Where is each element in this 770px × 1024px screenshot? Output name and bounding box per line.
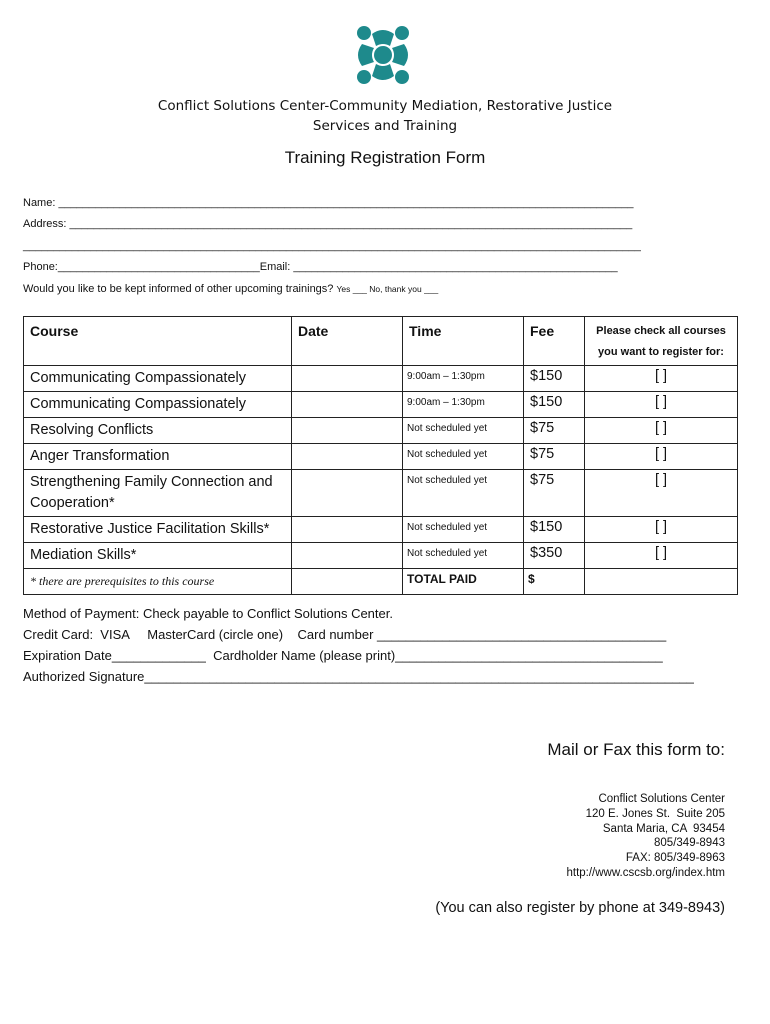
table-row <box>24 444 738 470</box>
organization-logo <box>350 22 416 88</box>
expiration-cardholder-field[interactable]: Expiration Date_____________ Cardholder Name (please print)_____________________________________ <box>23 648 663 663</box>
header-select-line1: Please check all courses <box>596 325 726 337</box>
course-name: Mediation Skills* <box>24 543 292 569</box>
address-line: 805/349-8943 <box>654 837 725 850</box>
total-paid-value[interactable]: $ <box>524 569 585 595</box>
course-fee: $350 <box>524 543 585 569</box>
total-paid-label: TOTAL PAID <box>403 569 524 595</box>
phone-registration-note: (You can also register by phone at 349-8943) <box>435 900 725 916</box>
course-fee: $150 <box>524 517 585 543</box>
course-checkbox[interactable]: [ ] <box>585 543 738 569</box>
course-checkbox[interactable]: [ ] <box>585 517 738 543</box>
signature-field[interactable]: Authorized Signature____________________________________________________________________________ <box>23 669 694 684</box>
course-date[interactable] <box>292 470 403 517</box>
organization-name-line1: Conflict Solutions Center-Community Mediation, Restorative Justice <box>157 98 613 114</box>
address-line: 120 E. Jones St. Suite 205 <box>585 807 725 820</box>
course-date[interactable] <box>292 418 403 444</box>
address-line: Conflict Solutions Center <box>598 793 725 805</box>
course-date[interactable] <box>292 444 403 470</box>
table-header-row <box>24 317 738 366</box>
course-time: Not scheduled yet <box>403 418 524 444</box>
course-table <box>23 316 738 595</box>
course-time: Not scheduled yet <box>403 444 524 470</box>
prerequisite-note <box>24 569 292 595</box>
course-date[interactable] <box>292 366 403 392</box>
header-select <box>585 317 738 366</box>
footer-select-blank <box>585 569 738 595</box>
header-select-line2: you want to register for: <box>598 346 724 358</box>
inform-options[interactable]: Yes ___ No, thank you ___ <box>336 284 439 294</box>
header-course: Course <box>24 317 292 366</box>
payment-method: Method of Payment: Check payable to Conflict Solutions Center. <box>23 606 393 621</box>
table-footer-row <box>24 569 738 595</box>
address-field[interactable]: Address: ____________________________________________________________________________________________ <box>23 218 633 230</box>
name-field[interactable]: Name: ______________________________________________________________________________________________ <box>23 197 634 209</box>
mail-heading: Mail or Fax this form to: <box>547 740 725 759</box>
course-time: Not scheduled yet <box>403 517 524 543</box>
course-name: Strengthening Family Connection and Cooperation* <box>24 470 292 517</box>
table-row <box>24 543 738 569</box>
course-time: Not scheduled yet <box>403 470 524 517</box>
course-name: Communicating Compassionately <box>24 366 292 392</box>
course-fee: $75 <box>524 418 585 444</box>
address-line2-field[interactable]: _____________________________________________________________________________________________________ <box>23 240 641 252</box>
course-checkbox[interactable]: [ ] <box>585 470 738 517</box>
course-name: Resolving Conflicts <box>24 418 292 444</box>
course-checkbox[interactable]: [ ] <box>585 418 738 444</box>
website-link[interactable]: http://www.cscsb.org/index.htm <box>566 866 725 879</box>
table-row <box>24 517 738 543</box>
address-line: FAX: 805/349-8963 <box>625 852 725 865</box>
course-name: Anger Transformation <box>24 444 292 470</box>
course-time: 9:00am – 1:30pm <box>403 366 524 392</box>
course-fee: $75 <box>524 444 585 470</box>
course-date[interactable] <box>292 543 403 569</box>
course-fee: $150 <box>524 366 585 392</box>
header-time: Time <box>403 317 524 366</box>
inform-question <box>23 283 438 295</box>
phone-email-field[interactable]: Phone:_________________________________Email: _____________________________________________________ <box>23 261 618 273</box>
organization-name-line2: Services and Training <box>312 118 458 134</box>
course-time: 9:00am – 1:30pm <box>403 392 524 418</box>
course-checkbox[interactable]: [ ] <box>585 444 738 470</box>
credit-card-field[interactable]: Credit Card: VISA MasterCard (circle one) Card number ________________________________________ <box>23 627 667 642</box>
table-row <box>24 470 738 517</box>
footer-date-blank <box>292 569 403 595</box>
course-time: Not scheduled yet <box>403 543 524 569</box>
course-name: Restorative Justice Facilitation Skills* <box>24 517 292 543</box>
table-row <box>24 418 738 444</box>
address-line: Santa Maria, CA 93454 <box>602 822 725 835</box>
course-fee: $150 <box>524 392 585 418</box>
table-row <box>24 366 738 392</box>
table-row <box>24 392 738 418</box>
course-name: Communicating Compassionately <box>24 392 292 418</box>
course-date[interactable] <box>292 392 403 418</box>
inform-question-text: Would you like to be kept informed of other upcoming trainings? <box>23 283 337 295</box>
course-date[interactable] <box>292 517 403 543</box>
course-fee: $75 <box>524 470 585 517</box>
course-checkbox[interactable]: [ ] <box>585 366 738 392</box>
course-checkbox[interactable]: [ ] <box>585 392 738 418</box>
header-fee: Fee <box>524 317 585 366</box>
mailing-address <box>566 792 725 881</box>
prerequisite-note-text: * there are prerequisites to this course <box>30 574 215 588</box>
header-date: Date <box>292 317 403 366</box>
form-title: Training Registration Form <box>284 148 486 167</box>
